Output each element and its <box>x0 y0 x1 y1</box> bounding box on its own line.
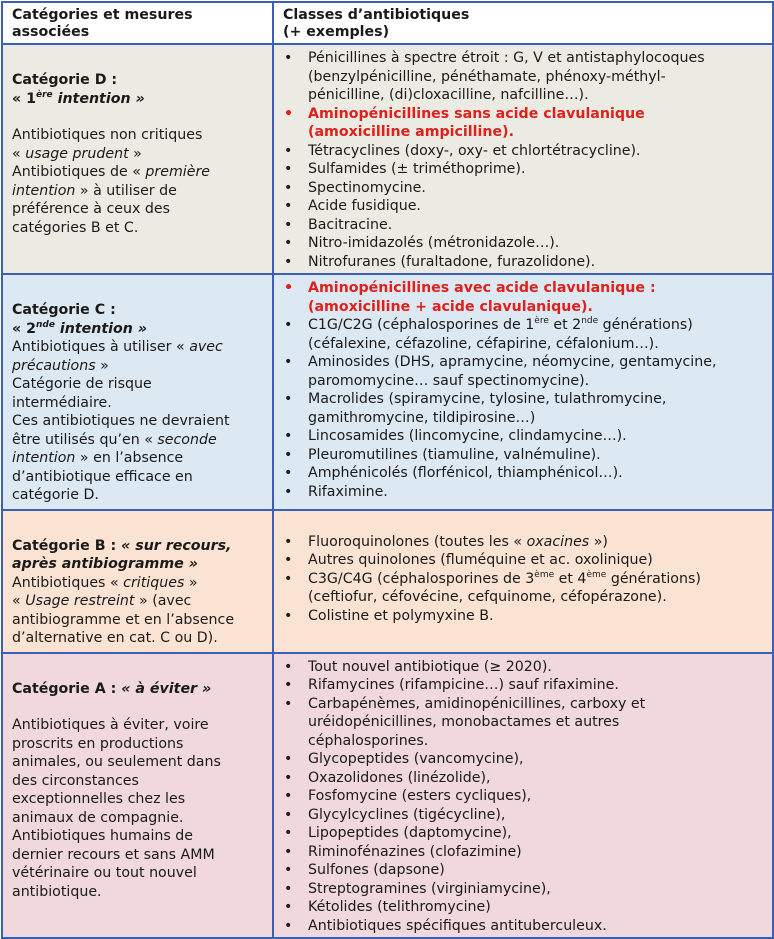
category-a-text <box>12 716 264 901</box>
category-d-description <box>2 44 273 274</box>
category-d-line6: catégories B et C. <box>12 219 139 236</box>
category-c-line8: d’antibiotique efficace en <box>12 468 193 485</box>
category-d-line5: préférence à ceux des <box>12 201 171 217</box>
list-item: • Antibiotiques spécifiques antituberculeux. <box>284 917 607 934</box>
category-d-line1: Antibiotiques non critiques <box>12 127 203 143</box>
list-item: • Carbapénèmes, amidinopénicillines, carboxy et uréidopénicillines, monobactames et autres céphalosporines. <box>284 695 646 749</box>
category-c-line5: Ces antibiotiques ne devraient <box>12 413 230 429</box>
category-a-class-list <box>278 658 766 936</box>
list-item: • Nitrofuranes (furaltadone, furazolidone). <box>284 253 596 270</box>
category-c-class-list <box>278 279 766 501</box>
list-item: • Spectinomycine. <box>284 179 426 196</box>
category-d-subtitle: « 1ère intention » <box>12 89 145 107</box>
header-col1-line2: associées <box>12 24 90 40</box>
list-item: • Oxazolidones (linézolide), <box>284 769 491 786</box>
category-c-title: Catégorie C : <box>12 302 116 318</box>
list-item: • Fluoroquinolones (toutes les « oxacines ») <box>284 533 608 550</box>
list-item: • Fosfomycine (esters cycliques), <box>284 788 532 804</box>
list-item: • Pénicillines à spectre étroit : G, V et antistaphylocoques (benzylpénicilline, pénéthamate, phénoxy-méthyl- pénicilline, (di)cloxacilline, nafcilline…). <box>284 50 705 103</box>
category-d-line3: Antibiotiques de « première <box>12 164 211 180</box>
list-item: • Glycylcyclines (tigécycline), <box>284 806 506 823</box>
header-col2-line2: (+ exemples) <box>283 24 390 40</box>
category-a-line: animales, ou seulement dans <box>12 754 221 770</box>
list-item: • Rifaximine. <box>284 483 388 500</box>
category-c-line3: Catégorie de risque <box>12 376 152 392</box>
category-d-classes <box>273 44 773 274</box>
category-a-line: Antibiotiques à éviter, voire <box>12 717 209 733</box>
list-item: • C3G/C4G (céphalosporines de 3ème et 4ème générations) (ceftiofur, céfovécine, cefquinome, céfopérazone). <box>284 569 701 605</box>
category-a-classes <box>273 653 773 939</box>
header-classes <box>273 2 773 44</box>
list-item: • Aminopénicillines avec acide clavulanique : (amoxicilline + acide clavulanique). <box>284 280 656 315</box>
category-c-line4: intermédiaire. <box>12 394 112 411</box>
list-item: • C1G/C2G (céphalosporines de 1ère et 2nde générations) (céfalexine, céfazoline, céfapirine, céfalonium…). <box>284 316 693 352</box>
category-c-line2: précautions » <box>12 357 109 374</box>
category-d-line4: intention » à utiliser de <box>12 182 177 199</box>
category-c-line1: Antibiotiques à utiliser « avec <box>12 339 223 355</box>
list-item: • Aminopénicillines sans acide clavulanique (amoxicilline ampicilline). <box>284 105 645 140</box>
header-row <box>2 2 773 44</box>
list-item: • Riminofénazines (clofazimine) <box>284 843 522 860</box>
category-a-line: Antibiotiques humains de <box>12 828 194 844</box>
list-item: • Bacitracine. <box>284 216 393 233</box>
list-item: • Lincosamides (lincomycine, clindamycine…). <box>284 428 627 444</box>
list-item: • Macrolides (spiramycine, tylosine, tulathromycine, gamithromycine, tildipirosine…) <box>284 391 667 426</box>
category-b-line2: « Usage restreint » (avec <box>12 593 192 609</box>
category-b-title: Catégorie B : « sur recours, <box>12 537 232 554</box>
category-b-classes <box>273 510 773 653</box>
category-a-line: animaux de compagnie. <box>12 809 184 826</box>
list-item: • Acide fusidique. <box>284 198 421 214</box>
category-b-description <box>2 510 273 653</box>
list-item: • Aminosides (DHS, apramycine, néomycine, gentamycine, paromomycine… sauf spectinomycine). <box>284 354 717 389</box>
list-item: • Kétolides (telithromycine) <box>284 899 491 915</box>
list-item: • Sulfamides (± triméthoprime). <box>284 161 526 177</box>
category-b-line1: Antibiotiques « critiques » <box>12 574 198 591</box>
list-item: • Lipopeptides (daptomycine), <box>284 825 512 841</box>
category-b-line3: antibiogramme et en l’absence <box>12 611 235 628</box>
category-a-row <box>2 653 773 939</box>
category-d-class-list <box>278 49 766 271</box>
category-c-subtitle: « 2nde intention » <box>12 319 148 337</box>
category-a-line: dernier recours et sans AMM <box>12 846 215 863</box>
category-b-class-list <box>278 533 766 626</box>
category-c-line9: catégorie D. <box>12 487 99 503</box>
category-d-title: Catégorie D : <box>12 72 118 88</box>
list-item: • Sulfones (dapsone) <box>284 862 445 878</box>
list-item: • Amphénicolés (florfénicol, thiamphénicol…). <box>284 465 623 481</box>
category-a-line: antibiotique. <box>12 883 102 900</box>
category-a-description <box>2 653 273 939</box>
category-a-line: exceptionnelles chez les <box>12 791 186 807</box>
category-a-line: proscrits en productions <box>12 735 184 752</box>
header-col1-line1: Catégories et mesures <box>12 7 193 23</box>
antibiotic-categories-table <box>1 1 774 939</box>
list-item: • Pleuromutilines (tiamuline, valnémuline). <box>284 446 601 463</box>
category-a-line: vétérinaire ou tout nouvel <box>12 865 197 881</box>
list-item: • Autres quinolones (fluméquine et ac. oxolinique) <box>284 552 653 568</box>
category-c-row <box>2 274 773 510</box>
category-d-line2: « usage prudent » <box>12 145 142 162</box>
category-c-line7: intention » en l’absence <box>12 450 184 466</box>
list-item: • Tout nouvel antibiotique (≥ 2020). <box>284 658 552 675</box>
category-d-row <box>2 44 773 274</box>
header-col2-line1: Classes d’antibiotiques <box>283 7 470 23</box>
list-item: • Tétracyclines (doxy-, oxy- et chlortétracycline). <box>284 142 641 159</box>
category-b-subtitle: après antibiogramme » <box>12 556 198 572</box>
list-item: • Streptogramines (virginiamycine), <box>284 880 551 897</box>
list-item: • Colistine et polymyxine B. <box>284 607 494 624</box>
category-c-line6: être utilisés qu’en « seconde <box>12 431 217 448</box>
category-c-description <box>2 274 273 510</box>
category-a-title: Catégorie A : « à éviter » <box>12 680 212 697</box>
header-categories <box>2 2 273 44</box>
category-c-classes <box>273 274 773 510</box>
category-b-line4: d’alternative en cat. C ou D). <box>12 630 218 646</box>
list-item: • Rifamycines (rifampicine…) sauf rifaximine. <box>284 677 619 693</box>
list-item: • Nitro-imidazolés (métronidazole…). <box>284 235 560 251</box>
category-b-row <box>2 510 773 653</box>
category-a-line: des circonstances <box>12 772 139 789</box>
list-item: • Glycopeptides (vancomycine), <box>284 751 524 767</box>
